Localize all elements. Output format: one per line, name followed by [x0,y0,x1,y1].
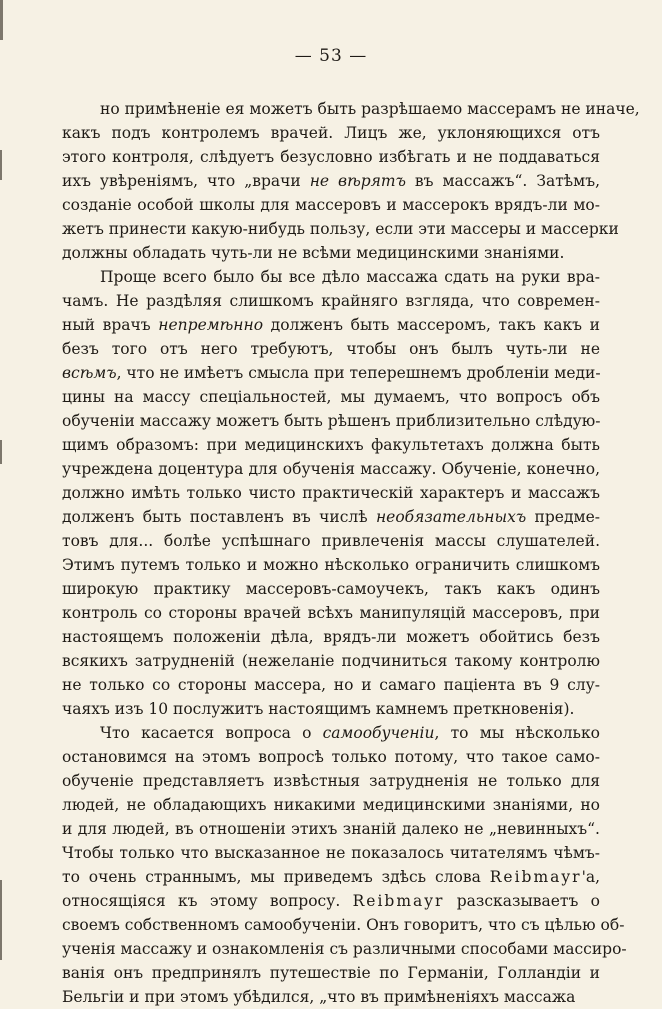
italic-emphasis: самообученіи [322,724,435,742]
text-run: товъ для... болѣе успѣшнаго привлеченія массы слушателей. [62,532,600,550]
italic-emphasis: всѣмъ [62,364,117,382]
text-line [62,457,600,481]
text-line [62,193,600,217]
text-run: остановимся на этомъ вопросѣ только потому, что такое само- [62,748,600,766]
text-line [62,217,619,241]
text-run: обученіе представляетъ извѣстныя затрудненія не только для [62,772,600,790]
text-line [62,169,600,193]
text-run: въ массажъ“. Затѣмъ, [405,172,600,190]
text-line [62,241,600,265]
text-line [62,265,600,289]
italic-emphasis: непремѣнно [158,316,264,334]
text-line [62,769,600,793]
text-run: относящіяся къ этому вопросу. [62,892,353,910]
paragraph [62,721,627,1009]
text-line [62,289,600,313]
text-line [62,649,600,673]
paragraph [62,265,600,721]
text-run: долженъ быть массеромъ, такъ какъ и [263,316,600,334]
text-line [62,721,600,745]
left-margin-edge-mark [0,440,2,464]
left-margin-edge-mark [0,880,2,960]
text-run: цины на массу спеціальностей, мы думаемъ, что вопросъ объ [62,388,600,406]
text-run: не только со стороны массера, но и самаго паціента въ 9 слу- [62,676,600,694]
spaced-name: Reibmayr [352,892,445,910]
italic-emphasis: не вѣрятъ [309,172,406,190]
text-run: людей, не обладающихъ никакими медицинскими знаніями, но [62,796,600,814]
text-run: своемъ собственномъ самообученіи. Онъ говоритъ, что съ цѣлью об- [62,916,625,934]
text-line [62,865,600,889]
text-line [62,409,600,433]
text-line [62,961,600,985]
text-line [62,97,640,121]
text-run: контроль со стороны врачей всѣхъ манипуляцій массеровъ, при [62,604,600,622]
text-run: , что не имѣетъ смысла при теперешнемъ дробленіи меди- [116,364,601,382]
text-run: то очень страннымъ, мы приведемъ здѣсь слова [62,868,490,886]
text-run: но примѣненіе ея можетъ быть разрѣшаемо массерамъ не иначе, [100,100,640,118]
text-run: чамъ. Не раздѣляя слишкомъ крайняго взгляда, что современ- [62,292,600,310]
text-line [62,529,600,553]
text-run: предме- [526,508,600,526]
left-margin-edge-mark [0,150,2,180]
text-run: 'а, [581,868,600,886]
text-line [62,601,600,625]
text-run: всякихъ затрудненій (нежеланіе подчиниться такому контролю [62,652,600,670]
text-line [62,625,600,649]
spaced-name: Reibmayr [489,868,582,886]
text-run: ванія онъ предпринялъ путешествіе по Германіи, Голландіи и [62,964,600,982]
page-number: — 53 — [294,46,368,66]
text-run: учреждена доцентура для обученія массажу. Обученіе, конечно, [62,460,600,478]
text-run: широкую практику массеровъ-самоучекъ, такъ какъ одинъ [62,580,600,598]
text-run: Этимъ путемъ только и можно нѣсколько ограничить слишкомъ [62,556,600,574]
text-run: разсказываетъ о [444,892,601,910]
text-line [62,337,600,361]
text-line [62,145,600,169]
text-line [62,385,600,409]
text-line [62,577,600,601]
text-line [62,433,600,457]
text-line [62,841,600,865]
text-run: ученія массажу и ознакомленія съ различными способами массиро- [62,940,627,958]
text-run: какъ подъ контролемъ врачей. Лицъ же, уклоняющихся отъ [62,124,600,142]
page-body-text [62,97,640,1009]
text-line [62,745,600,769]
text-line [62,697,600,721]
text-run: должно имѣть только чисто практическій характеръ и массажъ [62,484,600,502]
text-line [62,913,625,937]
italic-emphasis: необязательныхъ [375,508,527,526]
text-run: этого контроля, слѣдуетъ безусловно избѣгать и не поддаваться [62,148,600,166]
text-line [62,937,627,961]
text-run: и для людей, въ отношеніи этихъ знаній далеко не „невинныхъ“. [62,820,600,838]
text-run: Чтобы только что высказанное не показалось читателямъ чѣмъ- [62,844,600,862]
text-line [62,553,600,577]
text-line [62,313,600,337]
text-run: обученіи массажу можетъ быть рѣшенъ приблизительно слѣдую- [62,412,601,430]
paragraph [62,97,640,265]
text-run: жетъ принести какую-нибудь пользу, если эти массеры и массерки [62,220,619,238]
left-margin-edge-mark [0,0,3,40]
text-line [62,985,600,1009]
text-line [62,361,600,385]
text-line [62,793,600,817]
text-line [62,121,600,145]
text-run: Что касается вопроса о [100,724,323,742]
text-line [62,673,600,697]
text-run: Бельгіи и при этомъ убѣдился, „что въ примѣненіяхъ массажа [62,988,576,1006]
text-run: созданіе особой школы для массеровъ и массерокъ врядъ-ли мо- [62,196,600,214]
text-run: чаяхъ изъ 10 послужитъ настоящимъ камнемъ преткновенія). [62,700,575,718]
text-run: долженъ быть поставленъ въ числѣ [62,508,376,526]
text-line [62,817,600,841]
text-run: Проще всего было бы все дѣло массажа сдать на руки вра- [100,268,600,286]
text-run: настоящемъ положеніи дѣла, врядъ-ли можетъ обойтись безъ [62,628,600,646]
text-run: ный врачъ [62,316,159,334]
text-run: , то мы нѣсколько [434,724,600,742]
text-line [62,889,600,913]
text-run: должны обладать чуть-ли не всѣми медицинскими знаніями. [62,244,565,262]
text-run: щимъ образомъ: при медицинскихъ факультетахъ должна быть [62,436,600,454]
text-run: ихъ увѣреніямъ, что „врачи [62,172,310,190]
text-line [62,505,600,529]
text-line [62,481,600,505]
text-run: безъ того отъ него требуютъ, чтобы онъ былъ чуть-ли не [62,340,600,358]
